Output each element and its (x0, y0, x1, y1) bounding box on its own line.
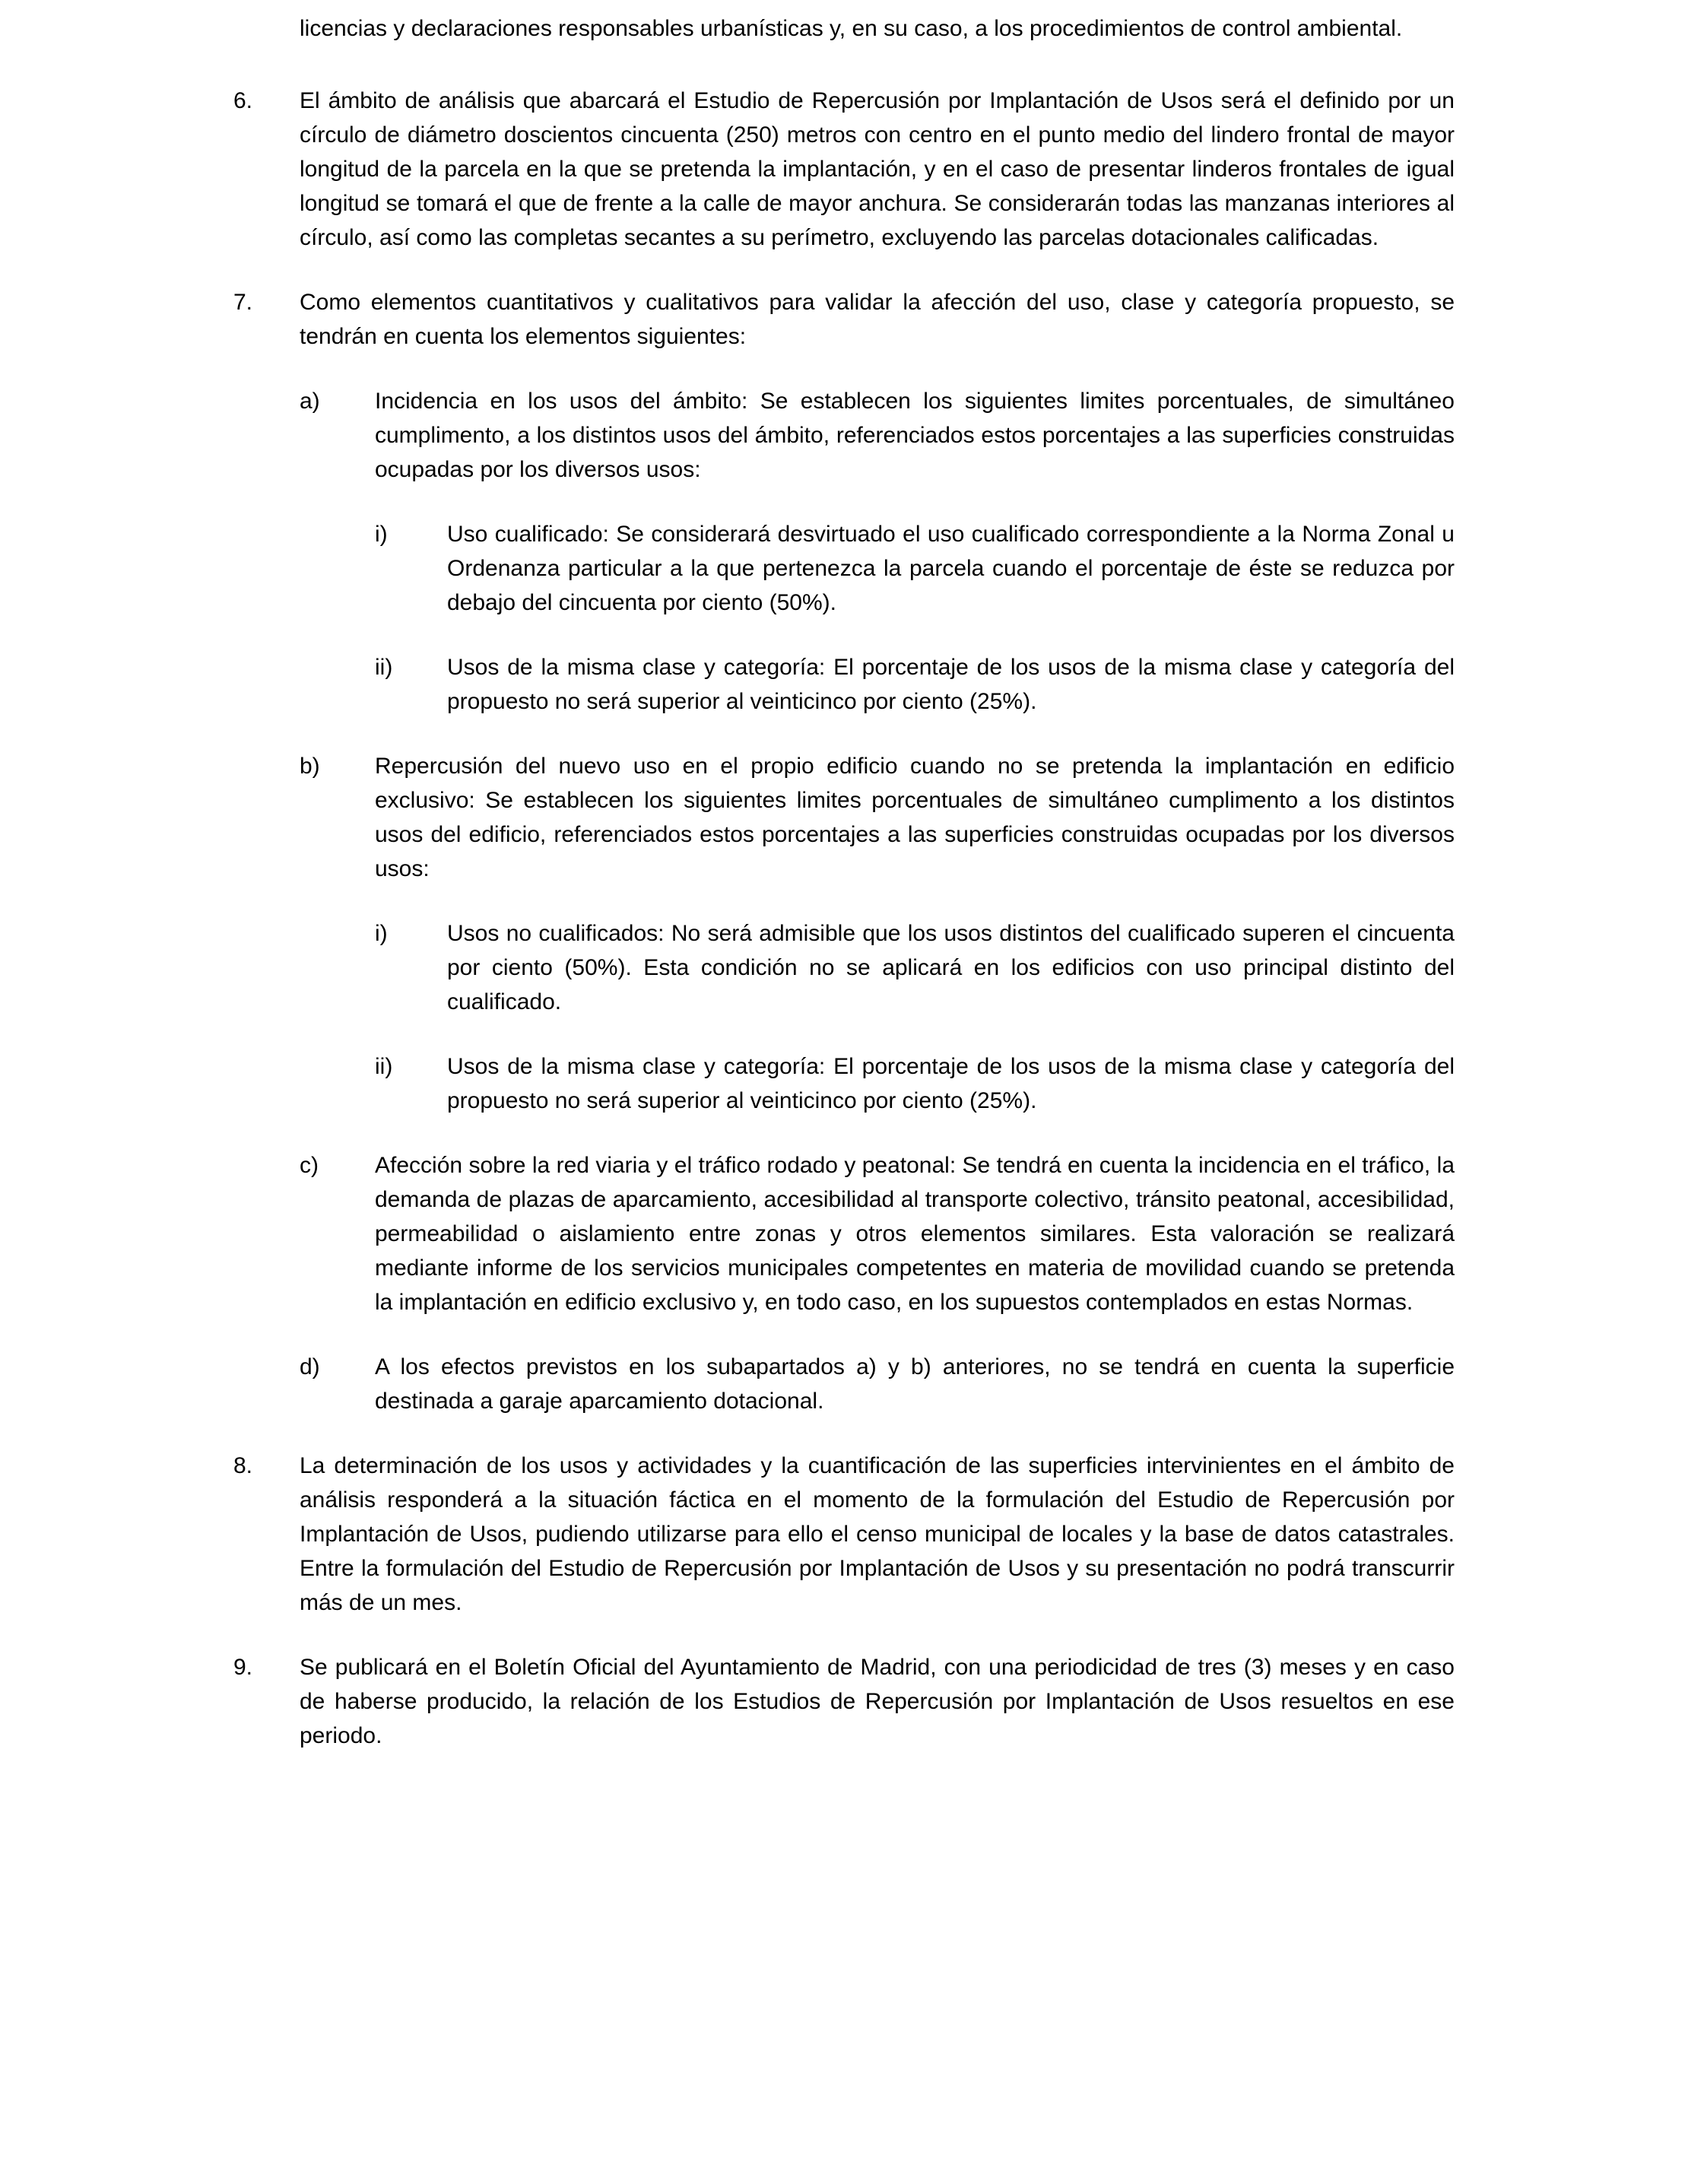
sub-sub-item-a-i (375, 517, 1455, 650)
sub-sub-item-b-ii-marker: ii) (375, 1054, 393, 1079)
item-7-marker: 7. (233, 290, 253, 315)
sub-item-a-text: Incidencia en los usos del ámbito: Se establecen los siguientes limites porcentuales, de simultáneo cumplimento, a los distintos usos del ámbito, referenciados estos porcentajes a las superficies construidas ocupadas por los diversos usos: (375, 389, 1455, 482)
sub-sub-item-a-ii-marker: ii) (375, 655, 393, 680)
sub-sub-item-a-ii-text: Usos de la misma clase y categoría: El porcentaje de los usos de la misma clase y categoría del propuesto no será superior al veinticinco por ciento (25%). (447, 655, 1455, 714)
item-9-marker: 9. (233, 1655, 253, 1680)
sub-item-c-text: Afección sobre la red viaria y el tráfico rodado y peatonal: Se tendrá en cuenta la incidencia en el tráfico, la demanda de plazas de aparcamiento, accesibilidad al transporte colectivo, tránsito peatonal, accesibilidad, permeabilidad o aislamiento entre zonas y otros elementos similares. Esta valoración se realizará mediante informe de los servicios municipales competentes en materia de movilidad cuando se pretenda la implantación en edificio exclusivo y, en todo caso, en los supuestos contemplados en estas Normas. (375, 1153, 1455, 1315)
list-item-7 (233, 285, 1455, 1449)
sub-sub-item-b-ii (375, 1049, 1455, 1148)
item-8-marker: 8. (233, 1453, 253, 1478)
sub-sub-item-a-i-text: Uso cualificado: Se considerará desvirtuado el uso cualificado correspondiente a la Norma Zonal u Ordenanza particular a la que pertenezca la parcela cuando el porcentaje de éste se reduzca por debajo del cincuenta por ciento (50%). (447, 522, 1455, 615)
sub-item-d-text: A los efectos previstos en los subapartados a) y b) anteriores, no se tendrá en cuenta la superficie destinada a garaje aparcamiento dotacional. (375, 1354, 1455, 1414)
item-6-marker: 6. (233, 88, 253, 113)
sub-sub-item-b-i-text: Usos no cualificados: No será admisible que los usos distintos del cualificado superen el cincuenta por ciento (50%). Esta condición no se aplicará en los edificios con uso principal distinto del cualificado. (447, 921, 1455, 1014)
sub-item-b-marker: b) (300, 754, 320, 779)
item-6-body (300, 84, 1455, 285)
sub-sub-item-b-i (375, 916, 1455, 1049)
item-9-text: Se publicará en el Boletín Oficial del Ayuntamiento de Madrid, con una periodicidad de tres (3) meses y en caso de haberse producido, la relación de los Estudios de Repercusión por Implantación de Usos resueltos en ese periodo. (300, 1655, 1455, 1748)
list-item-6 (233, 84, 1455, 285)
item-6-text: El ámbito de análisis que abarcará el Estudio de Repercusión por Implantación de Usos será el definido por un círculo de diámetro doscientos cincuenta (250) metros con centro en el punto medio del lindero frontal de mayor longitud de la parcela en la que se pretenda la implantación, y en el caso de presentar linderos frontales de igual longitud se tomará el que de frente a la calle de mayor anchura. Se considerarán todas las manzanas interiores al círculo, así como las completas secantes a su perímetro, excluyendo las parcelas dotacionales calificadas. (300, 88, 1455, 250)
sub-item-c-body (375, 1148, 1455, 1350)
item-7-text: Como elementos cuantitativos y cualitativos para validar la afección del uso, clase y categoría propuesto, se tendrán en cuenta los elementos siguientes: (300, 290, 1455, 349)
sub-item-c-marker: c) (300, 1153, 319, 1178)
sub-sub-item-a-i-body (447, 517, 1455, 650)
sub-sub-item-a-i-marker: i) (375, 522, 388, 547)
sub-item-b (300, 749, 1455, 1148)
sub-sub-item-b-ii-body (447, 1049, 1455, 1148)
sub-item-d-marker: d) (300, 1354, 320, 1379)
item-9-body (300, 1650, 1455, 1783)
paragraph-continuation: licencias y declaraciones responsables urbanísticas y, en su caso, a los procedimientos de control ambiental. (300, 16, 1403, 41)
sub-item-b-body (375, 749, 1455, 1148)
sub-item-d-body (375, 1350, 1455, 1449)
sub-sub-item-b-i-marker: i) (375, 921, 388, 946)
item-7-body (300, 285, 1455, 1449)
list-item-9 (233, 1650, 1455, 1783)
sub-item-d (300, 1350, 1455, 1449)
sub-sub-item-a-ii (375, 650, 1455, 749)
item-8-body (300, 1449, 1455, 1650)
sub-item-a-marker: a) (300, 389, 320, 414)
sub-item-b-text: Repercusión del nuevo uso en el propio edificio cuando no se pretenda la implantación en edificio exclusivo: Se establecen los siguientes limites porcentuales de simultáneo cumplimento a los distintos usos del edificio, referenciados estos porcentajes a las superficies construidas ocupadas por los diversos usos: (375, 754, 1455, 881)
sub-item-c (300, 1148, 1455, 1350)
sub-item-a-body (375, 384, 1455, 749)
item-8-text: La determinación de los usos y actividades y la cuantificación de las superficies intervinientes en el ámbito de análisis responderá a la situación fáctica en el momento de la formulación del Estudio de Repercusión por Implantación de Usos, pudiendo utilizarse para ello el censo municipal de locales y la base de datos catastrales. Entre la formulación del Estudio de Repercusión por Implantación de Usos y su presentación no podrá transcurrir más de un mes. (300, 1453, 1455, 1615)
list-item-8 (233, 1449, 1455, 1650)
sub-item-a (300, 384, 1455, 749)
sub-sub-item-b-i-body (447, 916, 1455, 1049)
sub-sub-item-b-ii-text: Usos de la misma clase y categoría: El porcentaje de los usos de la misma clase y categoría del propuesto no será superior al veinticinco por ciento (25%). (447, 1054, 1455, 1113)
sub-sub-item-a-ii-body (447, 650, 1455, 749)
